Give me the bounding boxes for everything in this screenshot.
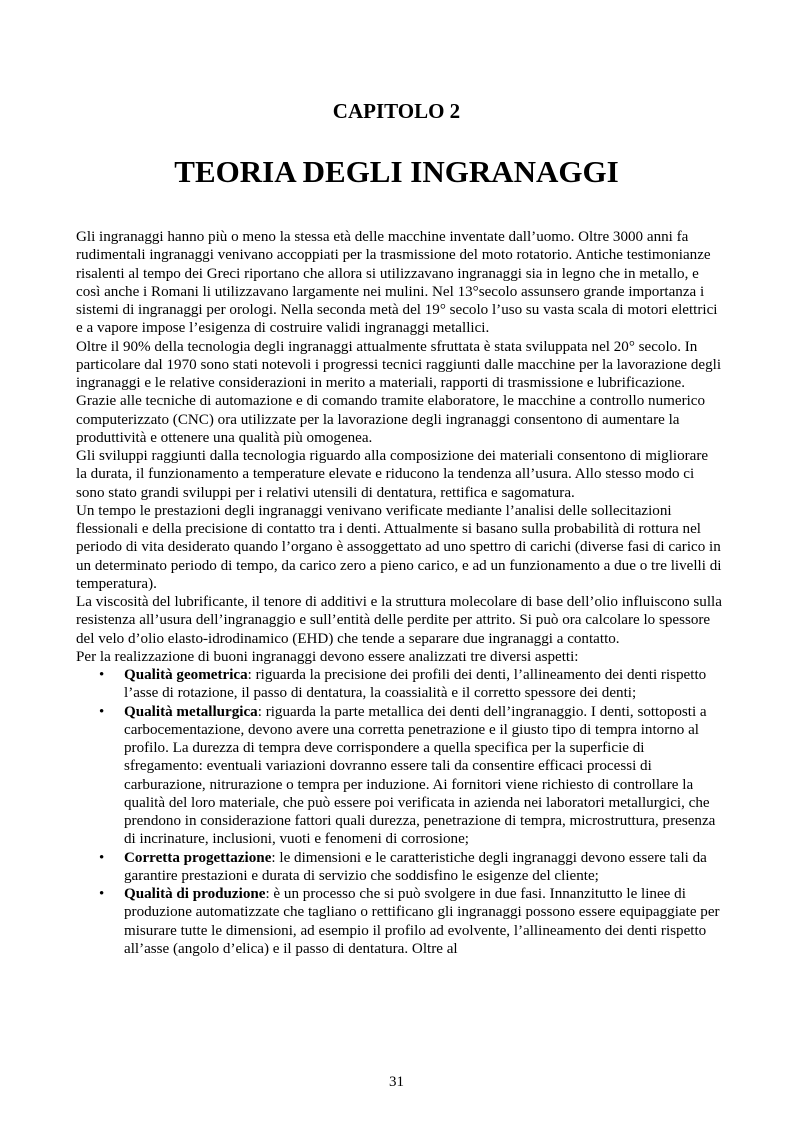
- bullet-text: : riguarda la precisione dei profili dei denti, l’allineamento dei denti rispetto l’asse di rotazione, il passo di dentatura, la coassialità e il corretto spessore dei denti;: [124, 667, 707, 702]
- bullet-text: : riguarda la parte metallica dei denti dell’ingranaggio. I denti, sottoposti a carbocementazione, devono avere una corretta penetrazione e il giusto tipo di tempra intorno al profilo. La durezza di tempra deve corrispondere a quella specifica per la superficie di sfregamento: eventuali variazioni dovranno essere tali da consentire efficaci processi di carburazione, nitrurazione o tempra per induzione. Ai fornitori viene richiesto di controllare la qualità del loro materiale, che può essere poi verificata in azienda nei laboratori metallurgici, che prendono in considerazione fattori quali durezza, penetrazione di tempra, microstruttura, presenza di incrinature, inclusioni, vuoti e fenomeni di corrosione;: [124, 703, 716, 848]
- bullet-term: Corretta progettazione: [124, 849, 272, 866]
- body-text: [76, 228, 722, 958]
- page-number: 31: [389, 1074, 404, 1090]
- list-item: [99, 885, 722, 958]
- bullet-term: Qualità geometrica: [124, 667, 248, 683]
- list-item: [99, 666, 722, 703]
- paragraph: Gli sviluppi raggiunti dalla tecnologia riguardo alla composizione dei materiali consentono di migliorare la durata, il funzionamento a temperature elevate e riducono la tendenza all’usura. Allo stesso modo ci sono stato grandi sviluppi per i relativi utensili di dentatura, rettifica e sagomatura.: [76, 448, 709, 501]
- list-item: [99, 703, 722, 849]
- paragraph: La viscosità del lubrificante, il tenore di additivi e la struttura molecolare di base dell’olio influiscono sulla resistenza all’usura dell’ingranaggio e sull’entità delle perdite per attrito. Si può ora calcolare lo spessore del velo d’olio elasto-idrodinamico (EHD) che tende a separare due ingranaggi a contatto.: [76, 594, 722, 647]
- bullet-icon: •: [99, 886, 105, 902]
- bullet-icon: •: [99, 667, 105, 683]
- bullet-term: Qualità di produzione: [124, 886, 266, 902]
- bullet-icon: •: [99, 849, 105, 866]
- paragraph: Un tempo le prestazioni degli ingranaggi venivano verificate mediante l’analisi delle sollecitazioni flessionali e della precisione di contatto tra i denti. Attualmente si basano sulla probabilità di rottura nel periodo di vita desiderato quando l’organo è assoggettato ad uno spettro di carichi (diverse fasi di carico in un determinato periodo di tempo, da carico zero a pieno carico, e ad un funzionamento a due o tre livelli di temperatura).: [76, 502, 722, 592]
- paragraph: Oltre il 90% della tecnologia degli ingranaggi attualmente sfruttata è stata sviluppata nel 20° secolo. In particolare dal 1970 sono stati notevoli i progressi tecnici raggiunti dalle macchine per la lavorazione degli ingranaggi e le relative considerazioni in merito a materiali, rapporti di trasmissione e lubrificazione.: [76, 338, 722, 391]
- aspects-list: [76, 666, 722, 958]
- paragraph: Grazie alle tecniche di automazione e di comando tramite elaboratore, le macchine a controllo numerico computerizzato (CNC) ora utilizzate per la lavorazione degli ingranaggi consentono di aumentare la produttività e ottenere una qualità più omogenea.: [76, 393, 706, 446]
- bullet-text: : è un processo che si può svolgere in due fasi. Innanzitutto le linee di produzione automatizzate che tagliano o rettificano gli ingranaggi possono essere equipaggiate per misurare tutte le dimensioni, ad esempio il profilo ad evolvente, l’allineamento dei denti rispetto all’asse (angolo d’elica) e il passo di dentatura. Oltre al: [124, 886, 720, 957]
- paragraph: Gli ingranaggi hanno più o meno la stessa età delle macchine inventate dall’uomo. Oltre 3000 anni fa rudimentali ingranaggi venivano accoppiati per la trasmissione del moto rotatorio. Antiche testimonianze risalenti al tempo dei Greci riportano che allora si utilizzavano ingranaggi sia in legno che in metallo, e così anche i Romani li utilizzavano largamente nei mulini. Nel 13°secolo assunsero grande importanza i sistemi di ingranaggi per orologi. Nella seconda metà del 19° secolo l’uso su vasta scala di motori elettrici e a vapore impose l’esigenza di costruire validi ingranaggi metallici.: [76, 229, 718, 337]
- bullet-text: : le dimensioni e le caratteristiche degli ingranaggi devono essere tali da garantire prestazioni e durata di servizio che soddisfino le esigenze del cliente;: [124, 849, 707, 884]
- bullet-icon: •: [99, 703, 105, 720]
- list-item: [99, 849, 722, 886]
- paragraph: Per la realizzazione di buoni ingranaggi devono essere analizzati tre diversi aspetti:: [76, 648, 579, 665]
- chapter-label: CAPITOLO 2: [332, 99, 461, 123]
- chapter-title: TEORIA DEGLI INGRANAGGI: [174, 154, 619, 189]
- bullet-term: Qualità metallurgica: [124, 703, 258, 720]
